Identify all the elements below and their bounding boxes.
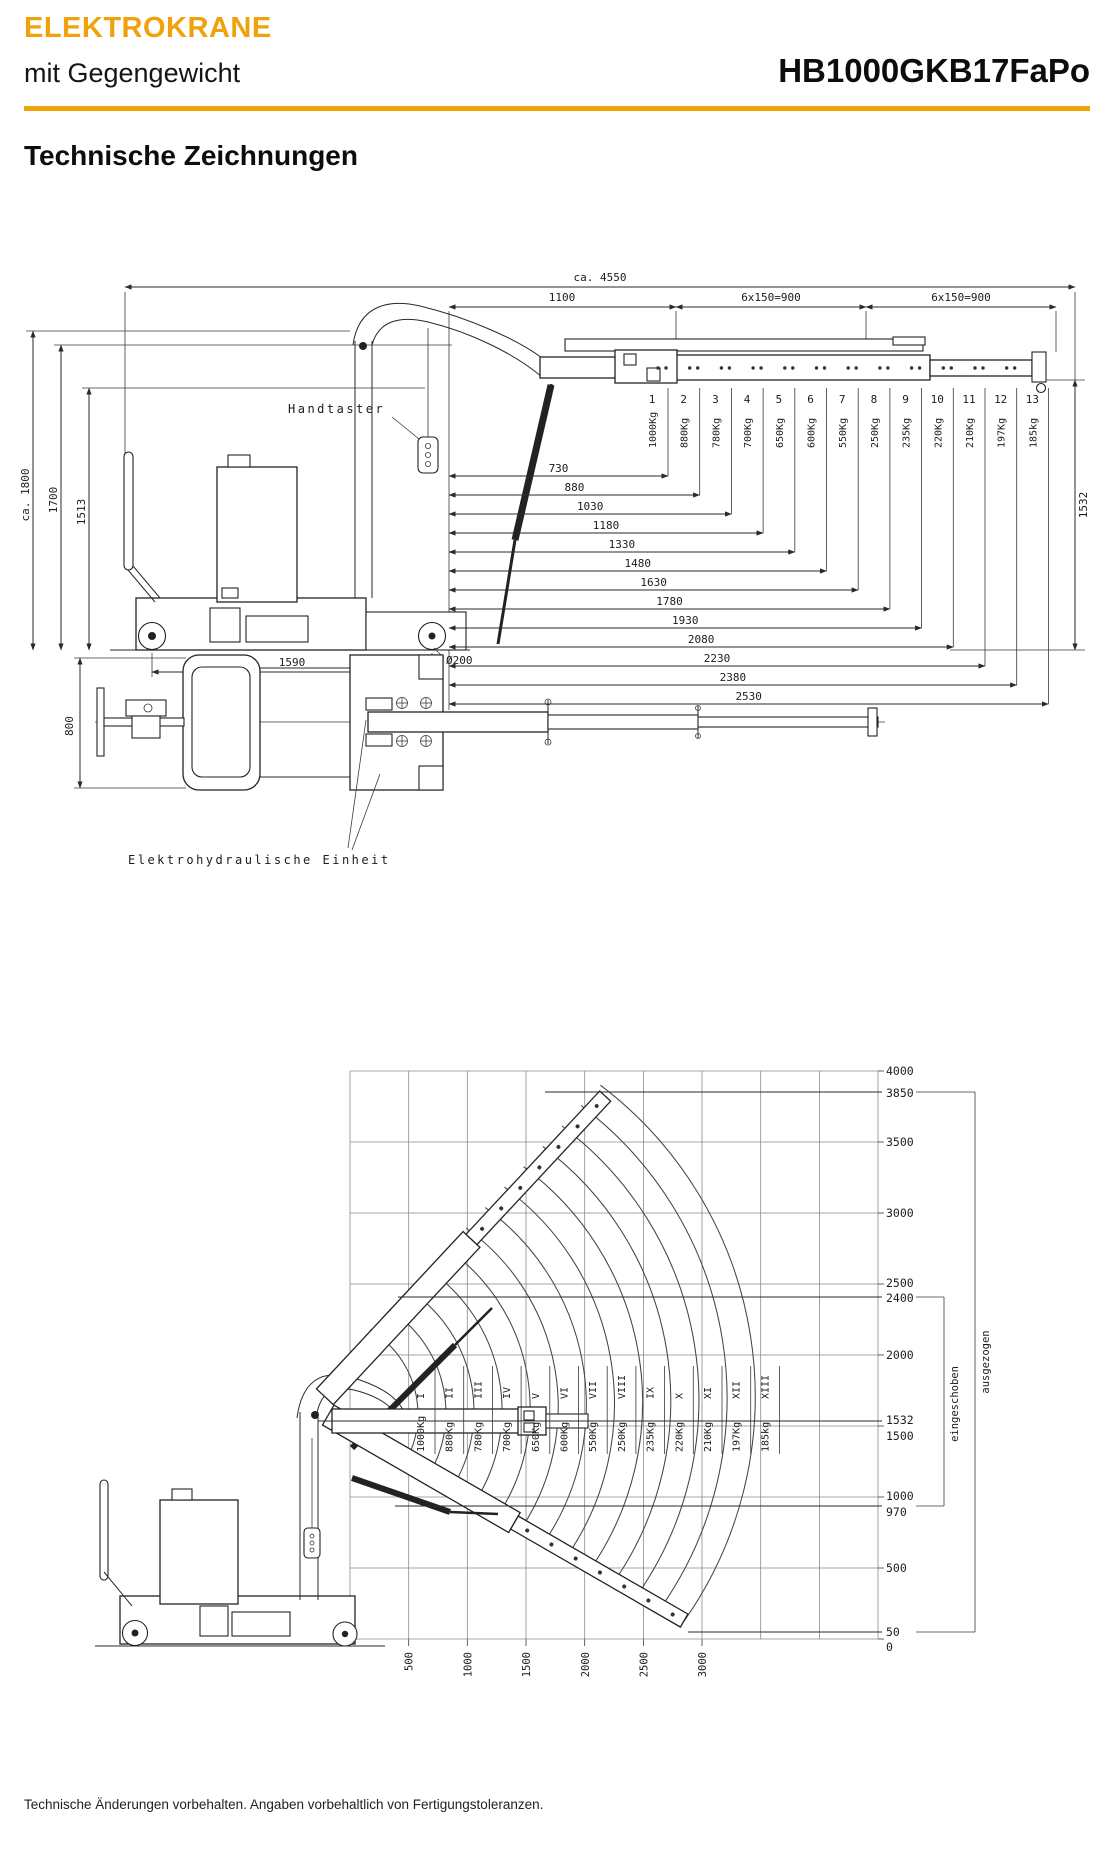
station-load: 550Kg xyxy=(838,417,850,448)
reach-dim-label: 2380 xyxy=(719,671,747,684)
reach-dim-label: 1480 xyxy=(624,557,652,570)
station-number: 4 xyxy=(743,393,751,406)
gooseneck-arm xyxy=(353,303,542,358)
boom-hole xyxy=(751,366,754,369)
curve-numeral: VII xyxy=(588,1380,600,1399)
boom-hole xyxy=(728,366,731,369)
boom-hole xyxy=(1005,366,1008,369)
retracted-range-label: eingeschoben xyxy=(949,1366,961,1442)
hydraulic-unit-label: Elektrohydraulische Einheit xyxy=(128,853,391,867)
reach-dimensions xyxy=(449,462,1048,704)
page-title: Technische Zeichnungen xyxy=(24,140,358,171)
load-curve xyxy=(466,1228,558,1528)
curve-numeral: IV xyxy=(502,1386,514,1399)
reach-dim-label: 1330 xyxy=(608,538,636,551)
station-load: 185kg xyxy=(1028,417,1040,448)
load-curve xyxy=(600,1085,755,1620)
counterweight-3 xyxy=(160,1500,238,1604)
station-number: 1 xyxy=(648,393,656,406)
boom-hole xyxy=(656,366,659,369)
station-number: 9 xyxy=(902,393,909,406)
boom-hole xyxy=(783,366,786,369)
curve-load: 250Kg xyxy=(616,1421,628,1452)
station-load: 780Kg xyxy=(711,417,723,448)
boom-hole xyxy=(950,366,953,369)
reach-dim-label: 2530 xyxy=(735,690,762,703)
boom-hole xyxy=(823,366,826,369)
station-number: 8 xyxy=(870,393,878,406)
curve-numeral: VI xyxy=(559,1386,571,1399)
bottom-axis-label: 1000 xyxy=(462,1652,475,1678)
reach-dim-label: 1780 xyxy=(656,595,683,608)
technical-drawings xyxy=(0,225,1114,1718)
station-number: 10 xyxy=(930,393,944,406)
boom-hole xyxy=(878,366,881,369)
curve-numeral: XII xyxy=(731,1380,743,1399)
dim-1100: 1100 xyxy=(548,291,576,304)
right-axis-label: 1532 xyxy=(886,1413,914,1427)
boom-hole xyxy=(910,366,913,369)
pendant-3 xyxy=(304,1528,320,1558)
station-number: 11 xyxy=(962,393,976,406)
boom-hole xyxy=(1013,366,1016,369)
accent-rule xyxy=(24,106,1090,111)
station-load: 197Kg xyxy=(996,417,1008,448)
load-diagram xyxy=(95,1064,992,1677)
handle-bar xyxy=(124,452,133,570)
load-curve xyxy=(543,1146,671,1580)
station-load: 650Kg xyxy=(774,417,786,448)
boom-hole xyxy=(759,366,762,369)
boom-top-view xyxy=(368,712,548,732)
curve-numeral: IX xyxy=(645,1386,657,1399)
steering-handle xyxy=(97,688,104,756)
right-axis-label: 4000 xyxy=(886,1064,914,1078)
right-axis-label: 2400 xyxy=(886,1291,914,1305)
dim-height-1513: 1513 xyxy=(75,498,88,526)
curve-load: 210Kg xyxy=(703,1421,714,1452)
curve-load: 1000Kg xyxy=(416,1415,427,1452)
reach-dim-label: 2080 xyxy=(687,633,715,646)
curve-load: 185kg xyxy=(760,1421,772,1452)
station-number: 5 xyxy=(775,393,783,406)
right-axis-label: 2500 xyxy=(886,1276,914,1290)
reach-dim-label: 2230 xyxy=(703,652,731,665)
station-number: 6 xyxy=(807,393,814,406)
station-number: 2 xyxy=(680,393,688,406)
right-axis-label: 50 xyxy=(886,1625,900,1639)
curve-load: 650Kg xyxy=(530,1421,542,1452)
dim-wheelbase: 1590 xyxy=(278,656,306,669)
right-axis xyxy=(318,1064,975,1654)
dim-height-overall: ca. 1800 xyxy=(19,468,32,522)
dim-width: 800 xyxy=(63,716,76,736)
curve-load: 600Kg xyxy=(559,1421,571,1452)
reach-dim-label: 1630 xyxy=(640,576,667,589)
boom-hole xyxy=(720,366,723,369)
bottom-axis-label: 2500 xyxy=(638,1652,651,1678)
lift-cylinder xyxy=(515,385,551,540)
boom-hole xyxy=(664,366,667,369)
curve-numeral: II xyxy=(444,1386,456,1399)
reach-dim-label: 1030 xyxy=(576,500,604,513)
boom-hole xyxy=(847,366,850,369)
counterweight-box xyxy=(217,467,297,602)
footer-note: Technische Änderungen vorbehalten. Angaben vorbehaltlich von Fertigungstoleranzen. xyxy=(24,1797,544,1812)
dim-total: ca. 4550 xyxy=(573,271,627,284)
station-load: 210Kg xyxy=(965,417,976,448)
boom-hole xyxy=(981,366,984,369)
load-curves xyxy=(370,1085,755,1620)
reach-dim-label: 1180 xyxy=(592,519,620,532)
load-curve xyxy=(581,1106,727,1608)
extended-range-label: ausgezogen xyxy=(980,1330,992,1394)
boom-hole xyxy=(918,366,921,369)
station-load: 600Kg xyxy=(806,417,818,448)
curve-load: 550Kg xyxy=(588,1421,600,1452)
curve-load: 197Kg xyxy=(731,1421,743,1452)
boom-hole xyxy=(688,366,691,369)
pendant-control xyxy=(418,437,438,473)
brand-title: ELEKTROKRANE xyxy=(24,12,272,44)
boom-hole xyxy=(696,366,699,369)
station-load: 1000Kg xyxy=(648,411,659,448)
model-number: HB1000GKB17FaPo xyxy=(778,52,1090,89)
station-load: 220Kg xyxy=(933,417,945,448)
bottom-axis-label: 500 xyxy=(403,1652,416,1671)
pendant-label: Handtaster xyxy=(288,402,386,416)
station-load: 880Kg xyxy=(679,417,691,448)
station-load: 250Kg xyxy=(869,417,881,448)
curve-load: 235Kg xyxy=(645,1421,657,1452)
top-view-drawing xyxy=(63,655,885,867)
boom-pivot xyxy=(311,1411,319,1419)
curve-load: 780Kg xyxy=(473,1421,485,1452)
boom-hole xyxy=(942,366,945,369)
dim-900a: 6x150=900 xyxy=(741,291,801,304)
dim-height-1532: 1532 xyxy=(1077,491,1090,519)
dim-wheel-diameter: Ø200 xyxy=(446,654,473,667)
boom-hole xyxy=(855,366,858,369)
right-axis-label: 970 xyxy=(886,1505,907,1519)
right-axis-label: 1500 xyxy=(886,1429,914,1443)
right-axis-label: 3000 xyxy=(886,1206,914,1220)
boom-fly-section xyxy=(930,360,1032,376)
right-axis-label: 1000 xyxy=(886,1489,914,1503)
curve-numeral: VIII xyxy=(616,1374,628,1399)
boom-hole xyxy=(791,366,794,369)
curve-load: 220Kg xyxy=(674,1421,686,1452)
boom-end-pulley xyxy=(1037,384,1046,393)
right-axis-label: 0 xyxy=(886,1640,893,1654)
boom-hole xyxy=(973,366,976,369)
curve-numeral: XI xyxy=(703,1386,714,1399)
boom-raised xyxy=(316,1088,613,1404)
curve-numeral: V xyxy=(530,1392,542,1399)
station-number: 12 xyxy=(994,393,1008,406)
diagram-grid xyxy=(350,1071,878,1646)
curve-load: 700Kg xyxy=(502,1421,514,1452)
right-axis-label: 3850 xyxy=(886,1086,914,1100)
reach-dim-label: 880 xyxy=(564,481,585,494)
curve-numeral: XIII xyxy=(760,1374,772,1399)
station-number: 13 xyxy=(1025,393,1040,406)
right-axis-label: 500 xyxy=(886,1561,907,1575)
bottom-axis-label: 1500 xyxy=(521,1652,534,1678)
bottom-axis xyxy=(404,1652,710,1677)
right-axis-label: 3500 xyxy=(886,1135,914,1149)
right-axis-label: 2000 xyxy=(886,1348,914,1362)
boom-hole xyxy=(815,366,818,369)
station-number: 7 xyxy=(838,393,846,406)
side-view-drawing xyxy=(19,271,1090,710)
station-number: 3 xyxy=(712,393,719,406)
station-load: 235Kg xyxy=(901,417,913,448)
boom-upper-section xyxy=(565,339,923,351)
brand-subtitle: mit Gegengewicht xyxy=(24,58,241,88)
curve-numeral: III xyxy=(473,1380,485,1399)
reach-dim-label: 730 xyxy=(548,462,569,475)
curve-numeral: X xyxy=(674,1392,686,1399)
curve-numeral: I xyxy=(416,1392,427,1399)
bottom-axis-label: 2000 xyxy=(579,1652,592,1678)
reach-dim-label: 1930 xyxy=(672,614,699,627)
handle-3 xyxy=(100,1480,108,1580)
curve-load: 880Kg xyxy=(444,1421,456,1452)
station-load: 700Kg xyxy=(743,417,755,448)
dim-900b: 6x150=900 xyxy=(931,291,991,304)
boom-hole xyxy=(886,366,889,369)
dim-height-1700: 1700 xyxy=(47,486,60,514)
bottom-axis-label: 3000 xyxy=(697,1652,710,1678)
